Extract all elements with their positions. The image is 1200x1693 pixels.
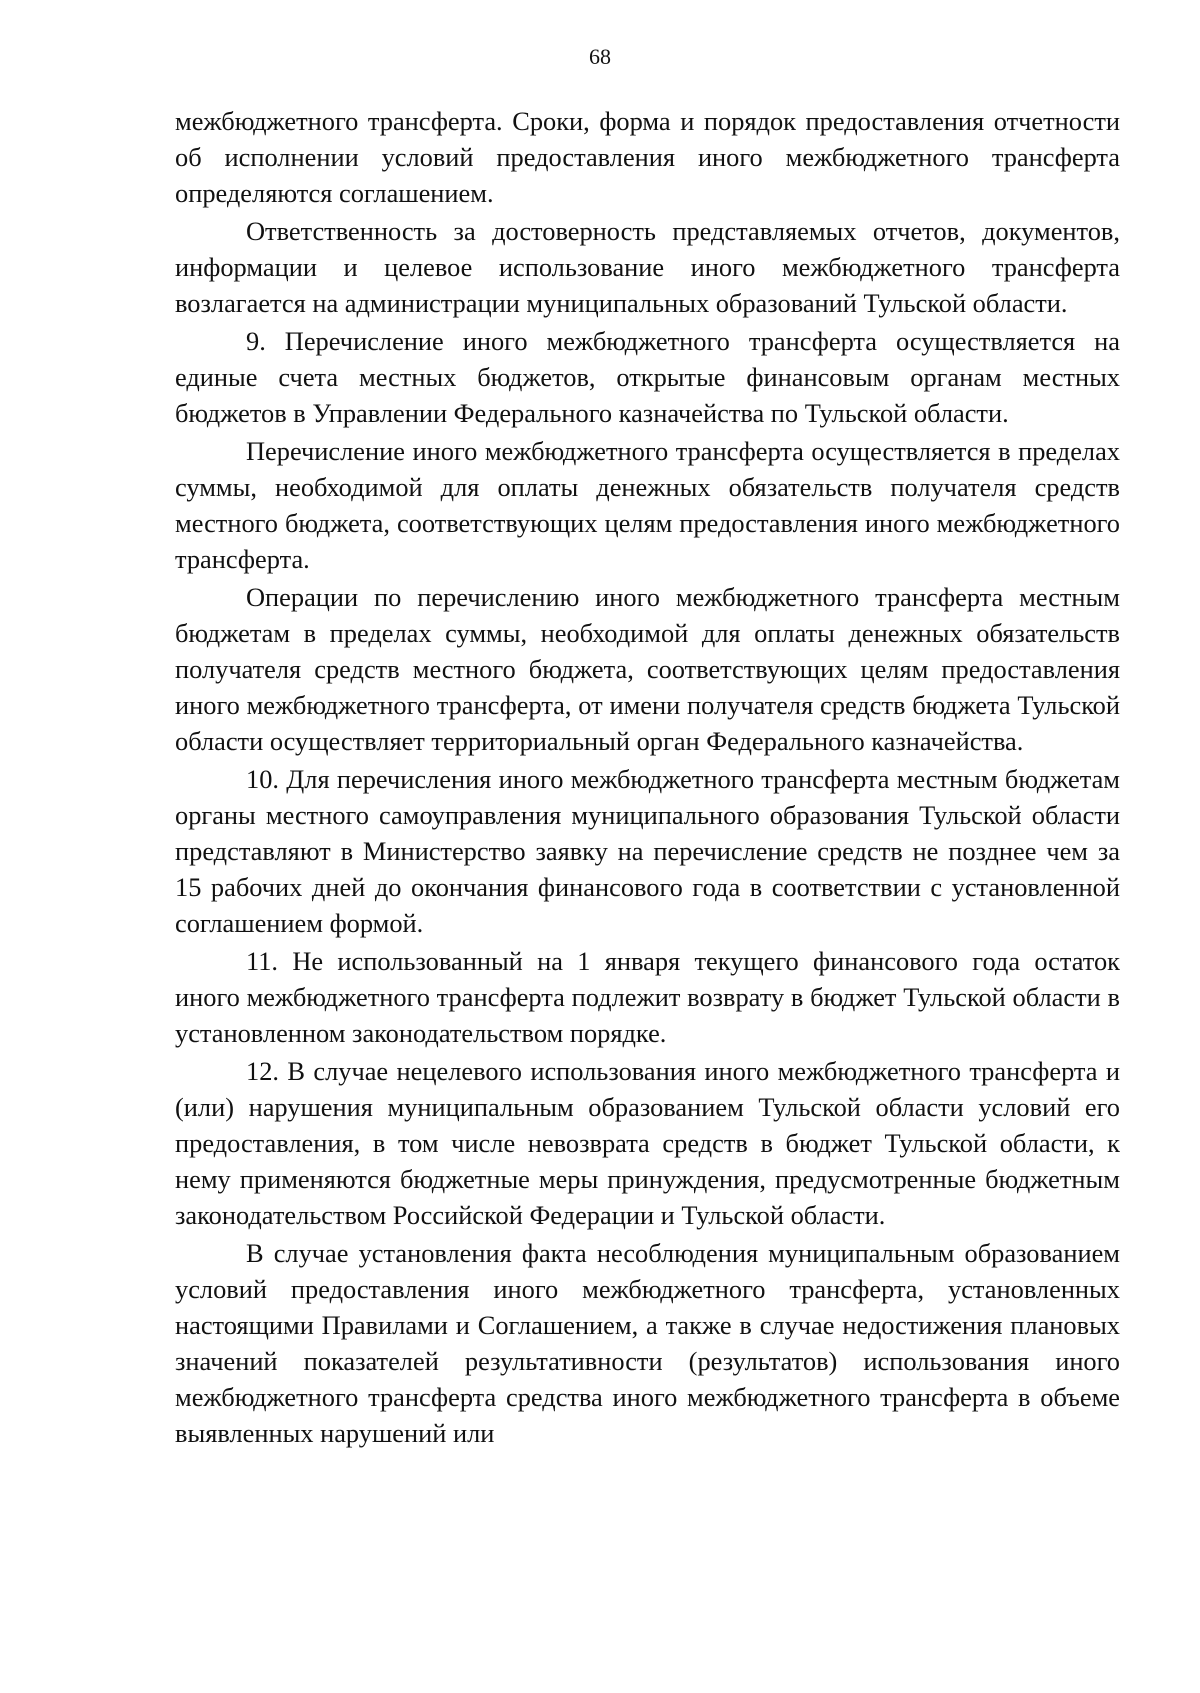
page-number: 68 [589,44,611,69]
paragraph: межбюджетного трансферта. Сроки, форма и порядок предоставления отчетности об исполнении условий предоставления иного межбюджетного трансферта определяются соглашением. [175,106,1120,208]
paragraph: Ответственность за достоверность представляемых отчетов, документов, информации и целевое использование иного межбюджетного трансферта возлагается на администрации муниципальных образований Тульской области. [175,216,1120,318]
paragraph: Перечисление иного межбюджетного трансферта осуществляется в пределах суммы, необходимой для оплаты денежных обязательств получателя средств местного бюджета, соответствующих целям предоставления иного межбюджетного трансферта. [175,436,1120,574]
document-body [175,103,1120,1453]
paragraph: 10. Для перечисления иного межбюджетного трансферта местным бюджетам органы местного самоуправления муниципального образования Тульской области представляют в Министерство заявку на перечисление средств не позднее чем за 15 рабочих дней до окончания финансового года в соответствии с установленной соглашением формой. [175,764,1120,938]
paragraph: Операции по перечислению иного межбюджетного трансферта местным бюджетам в пределах суммы, необходимой для оплаты денежных обязательств получателя средств местного бюджета, соответствующих целям предоставления иного межбюджетного трансферта, от имени получателя средств бюджета Тульской области осуществляет территориальный орган Федерального казначейства. [175,582,1120,756]
paragraph: 11. Не использованный на 1 января текущего финансового года остаток иного межбюджетного трансферта подлежит возврату в бюджет Тульской области в установленном законодательством порядке. [175,946,1120,1048]
paragraph: 9. Перечисление иного межбюджетного трансферта осуществляется на единые счета местных бюджетов, открытые финансовым органам местных бюджетов в Управлении Федерального казначейства по Тульской области. [175,326,1120,428]
paragraph: 12. В случае нецелевого использования иного межбюджетного трансферта и (или) нарушения муниципальным образованием Тульской области условий его предоставления, в том числе невозврата средств в бюджет Тульской области, к нему применяются бюджетные меры принуждения, предусмотренные бюджетным законодательством Российской Федерации и Тульской области. [175,1056,1120,1230]
paragraph: В случае установления факта несоблюдения муниципальным образованием условий предоставления иного межбюджетного трансферта, установленных настоящими Правилами и Соглашением, а также в случае недостижения плановых значений показателей результативности (результатов) использования иного межбюджетного трансферта средства иного межбюджетного трансферта в объеме выявленных нарушений или [175,1238,1120,1448]
